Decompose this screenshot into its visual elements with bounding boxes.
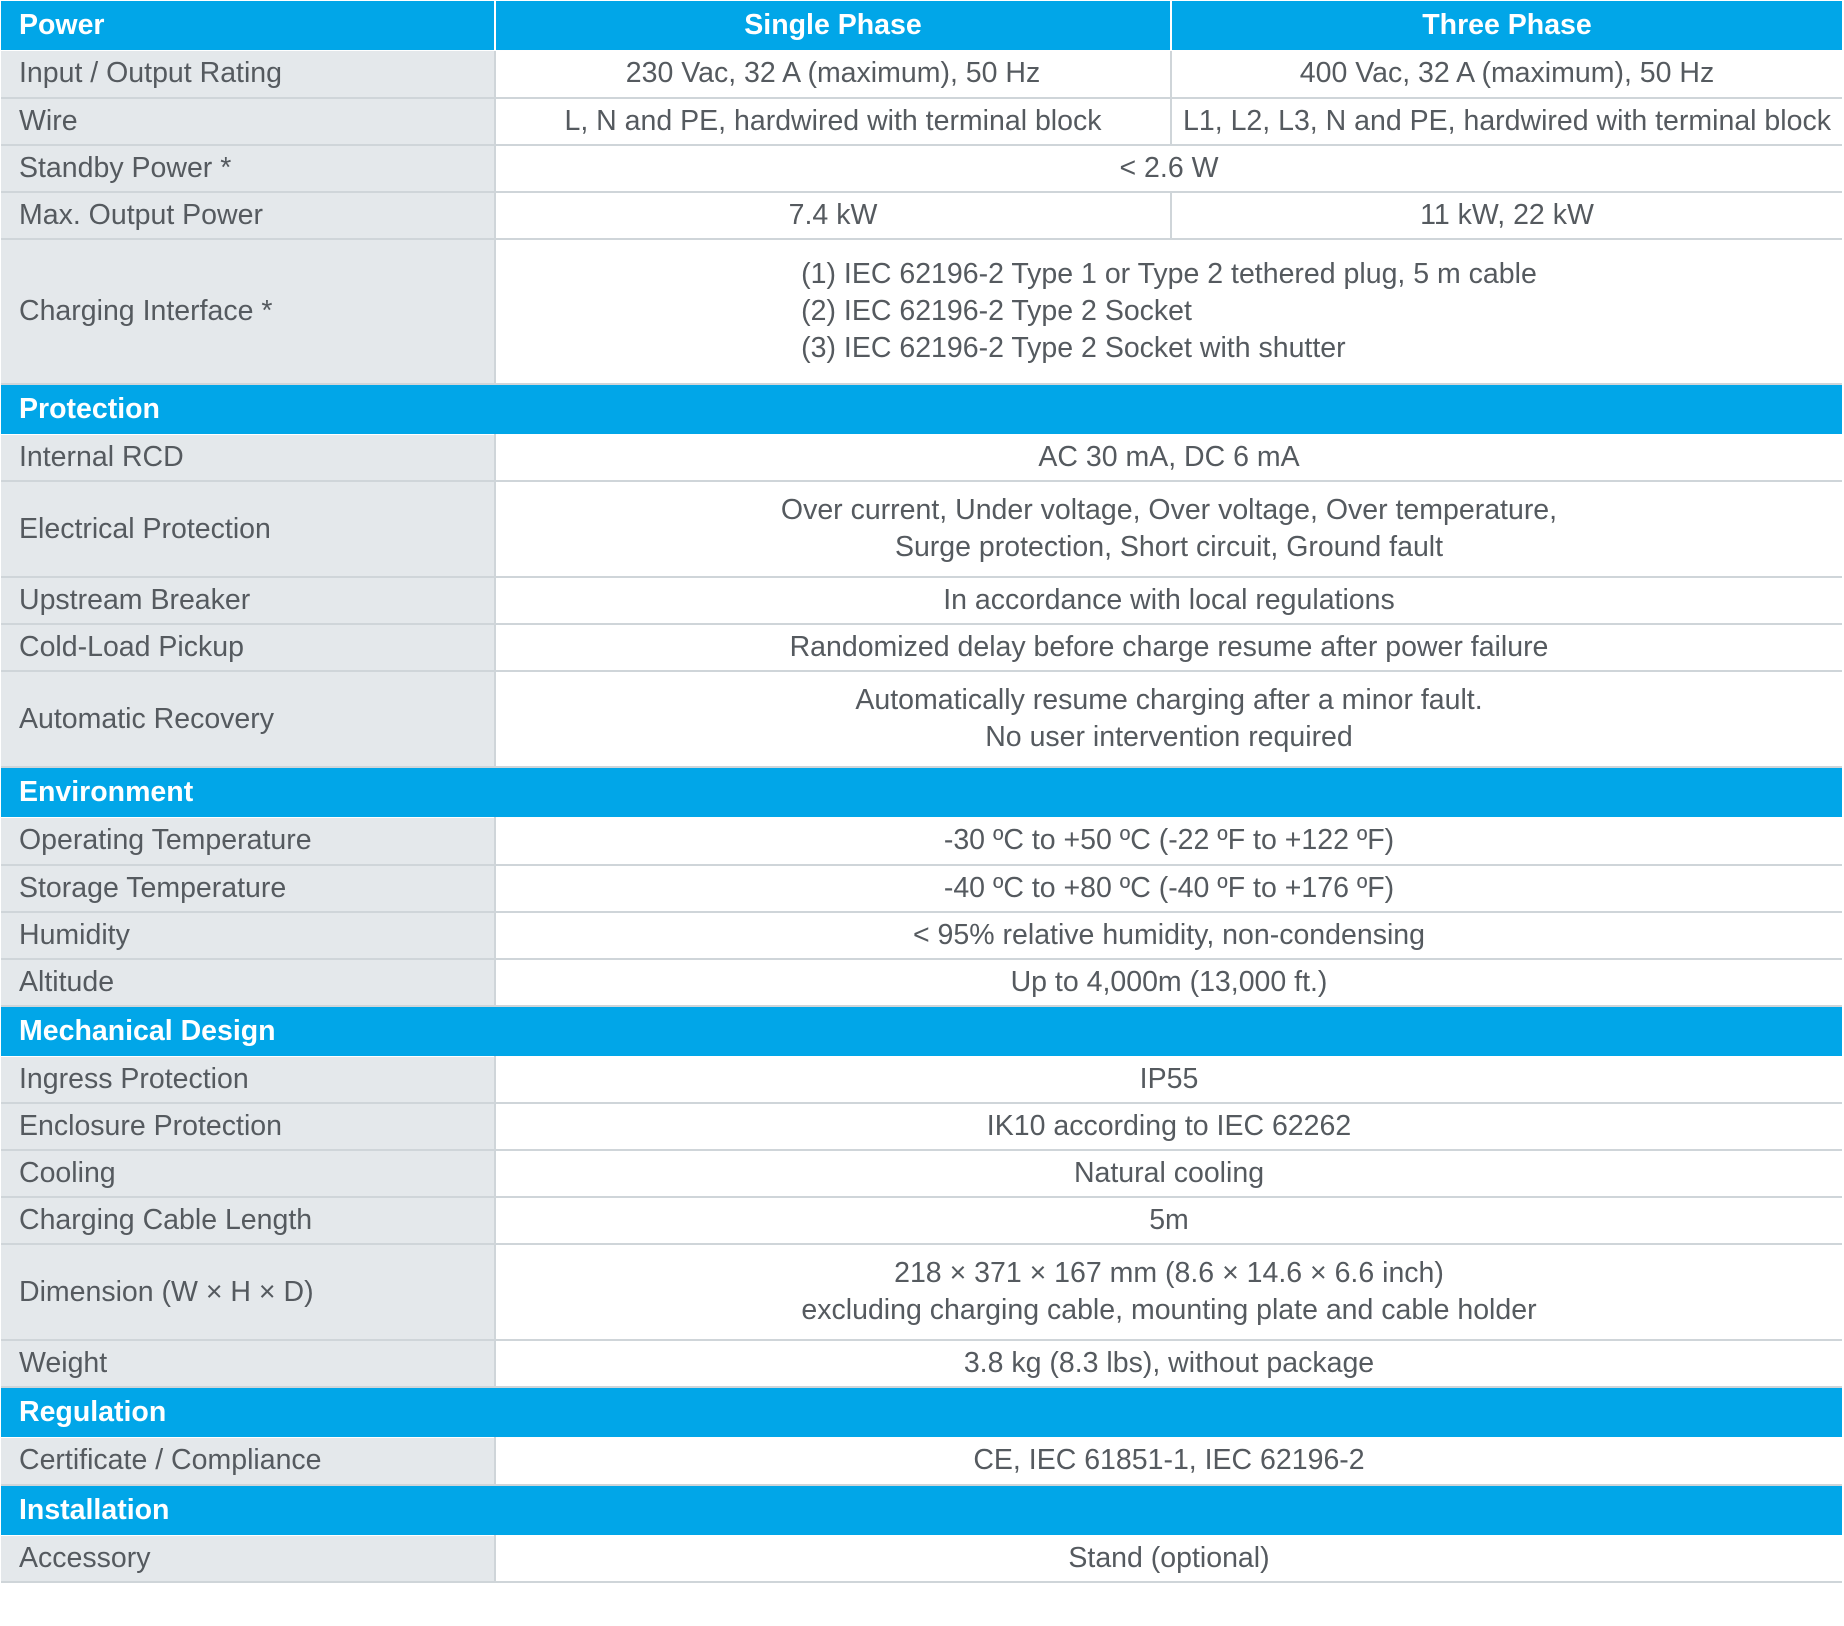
- spec-label: Charging Cable Length: [1, 1197, 495, 1244]
- spec-label: Max. Output Power: [1, 192, 495, 239]
- spec-row-storage-temperature: [1, 865, 1842, 912]
- spec-label: Cold-Load Pickup: [1, 624, 495, 671]
- spec-label: Internal RCD: [1, 434, 495, 481]
- spec-value: Stand (optional): [495, 1535, 1842, 1582]
- spec-value: AC 30 mA, DC 6 mA: [495, 434, 1842, 481]
- spec-row-altitude: [1, 959, 1842, 1006]
- spec-label: Automatic Recovery: [1, 671, 495, 767]
- spec-row-wire: [1, 98, 1842, 145]
- spec-row-accessory: [1, 1535, 1842, 1582]
- spec-value: < 2.6 W: [495, 145, 1842, 192]
- spec-value: In accordance with local regulations: [495, 577, 1842, 624]
- spec-label: Certificate / Compliance: [1, 1438, 495, 1485]
- section-header-protection: [1, 384, 1842, 435]
- spec-value: -40 ºC to +80 ºC (-40 ºF to +176 ºF): [495, 865, 1842, 912]
- spec-row-weight: [1, 1340, 1842, 1387]
- spec-label: Dimension (W × H × D): [1, 1244, 495, 1340]
- spec-row-ingress-protection: [1, 1056, 1842, 1103]
- spec-label: Ingress Protection: [1, 1056, 495, 1103]
- spec-row-enclosure-protection: [1, 1103, 1842, 1150]
- section-header-regulation: [1, 1387, 1842, 1438]
- spec-row-automatic-recovery: [1, 671, 1842, 767]
- section-header-environment: [1, 767, 1842, 818]
- spec-value-single: 7.4 kW: [495, 192, 1171, 239]
- spec-value: CE, IEC 61851-1, IEC 62196-2: [495, 1438, 1842, 1485]
- spec-value-three: L1, L2, L3, N and PE, hardwired with terminal block: [1171, 98, 1842, 145]
- spec-value: 3.8 kg (8.3 lbs), without package: [495, 1340, 1842, 1387]
- spec-row-upstream-breaker: [1, 577, 1842, 624]
- section-title: Power: [1, 1, 495, 51]
- section-header-installation: [1, 1485, 1842, 1536]
- spec-value: [495, 671, 1842, 767]
- spec-value-line: (3) IEC 62196-2 Type 2 Socket with shutter: [801, 331, 1346, 364]
- spec-value-line: Surge protection, Short circuit, Ground fault: [894, 531, 1444, 563]
- spec-value: [495, 239, 1842, 384]
- spec-label: Altitude: [1, 959, 495, 1006]
- spec-value-single: L, N and PE, hardwired with terminal block: [495, 98, 1171, 145]
- spec-row-cooling: [1, 1150, 1842, 1197]
- spec-row-standby-power: [1, 145, 1842, 192]
- section-title: Mechanical Design: [1, 1006, 1842, 1057]
- spec-row-input-output-rating: [1, 51, 1842, 98]
- spec-label: Upstream Breaker: [1, 577, 495, 624]
- spec-value-line: excluding charging cable, mounting plate and cable holder: [801, 1294, 1537, 1326]
- spec-row-internal-rcd: [1, 434, 1842, 481]
- column-header-three-phase: Three Phase: [1171, 1, 1842, 51]
- spec-value: Randomized delay before charge resume after power failure: [495, 624, 1842, 671]
- spec-label: Enclosure Protection: [1, 1103, 495, 1150]
- section-header-power: [1, 1, 1842, 51]
- spec-label: Charging Interface *: [1, 239, 495, 384]
- section-title: Protection: [1, 384, 1842, 435]
- spec-value: [495, 481, 1842, 577]
- column-header-single-phase: Single Phase: [495, 1, 1171, 51]
- section-header-mechanical-design: [1, 1006, 1842, 1057]
- section-title: Installation: [1, 1485, 1842, 1536]
- spec-value: IP55: [495, 1056, 1842, 1103]
- spec-value-single: 230 Vac, 32 A (maximum), 50 Hz: [495, 51, 1171, 98]
- spec-row-charging-interface: [1, 239, 1842, 384]
- spec-row-charging-cable-length: [1, 1197, 1842, 1244]
- spec-value-line: Automatically resume charging after a minor fault.: [855, 684, 1483, 716]
- spec-value: Natural cooling: [495, 1150, 1842, 1197]
- spec-value: < 95% relative humidity, non-condensing: [495, 912, 1842, 959]
- section-title: Regulation: [1, 1387, 1842, 1438]
- spec-row-max-output-power: [1, 192, 1842, 239]
- spec-row-operating-temperature: [1, 818, 1842, 865]
- section-title: Environment: [1, 767, 1842, 818]
- spec-label: Accessory: [1, 1535, 495, 1582]
- spec-row-certificate-compliance: [1, 1438, 1842, 1485]
- spec-label: Electrical Protection: [1, 481, 495, 577]
- spec-value-line: (1) IEC 62196-2 Type 1 or Type 2 tethered plug, 5 m cable: [801, 257, 1537, 290]
- spec-row-humidity: [1, 912, 1842, 959]
- spec-row-electrical-protection: [1, 481, 1842, 577]
- spec-label: Input / Output Rating: [1, 51, 495, 98]
- spec-label: Wire: [1, 98, 495, 145]
- spec-row-cold-load-pickup: [1, 624, 1842, 671]
- spec-value-three: 11 kW, 22 kW: [1171, 192, 1842, 239]
- spec-value: Up to 4,000m (13,000 ft.): [495, 959, 1842, 1006]
- spec-value: 5m: [495, 1197, 1842, 1244]
- spec-label: Weight: [1, 1340, 495, 1387]
- spec-value-line: Over current, Under voltage, Over voltage, Over temperature,: [780, 494, 1558, 526]
- spec-label: Storage Temperature: [1, 865, 495, 912]
- spec-table: [1, 1, 1842, 1583]
- spec-value-line: No user intervention required: [985, 721, 1353, 753]
- spec-label: Cooling: [1, 1150, 495, 1197]
- spec-value-three: 400 Vac, 32 A (maximum), 50 Hz: [1171, 51, 1842, 98]
- spec-label: Operating Temperature: [1, 818, 495, 865]
- spec-label: Standby Power *: [1, 145, 495, 192]
- spec-value: [495, 1244, 1842, 1340]
- spec-value-line: 218 × 371 × 167 mm (8.6 × 14.6 × 6.6 inch): [894, 1257, 1444, 1289]
- spec-label: Humidity: [1, 912, 495, 959]
- spec-value: -30 ºC to +50 ºC (-22 ºF to +122 ºF): [495, 818, 1842, 865]
- spec-value-line: (2) IEC 62196-2 Type 2 Socket: [801, 294, 1192, 327]
- spec-value: IK10 according to IEC 62262: [495, 1103, 1842, 1150]
- spec-row-dimension: [1, 1244, 1842, 1340]
